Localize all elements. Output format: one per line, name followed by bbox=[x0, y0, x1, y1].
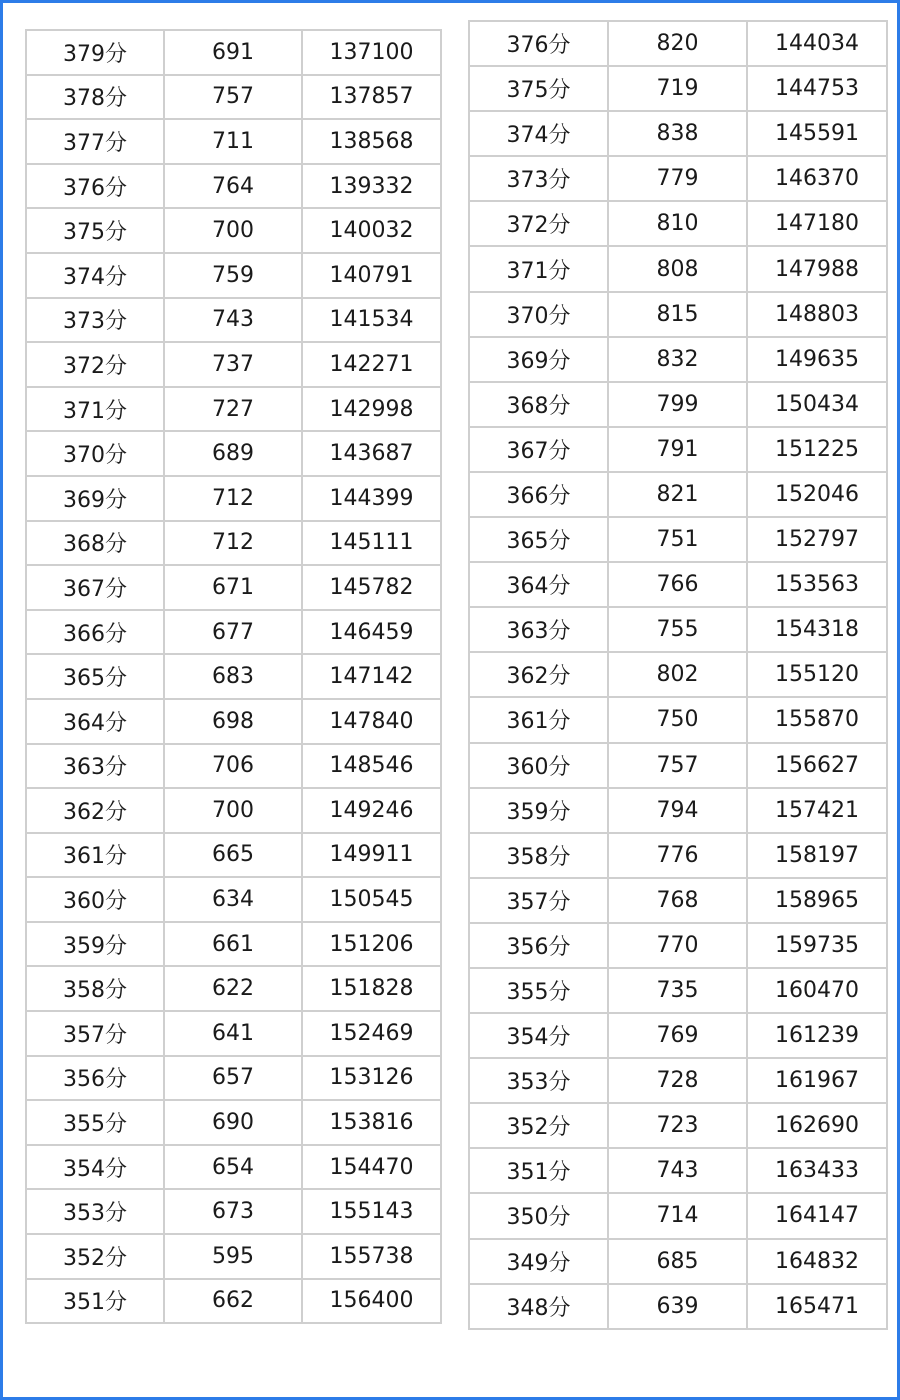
score-cell: 367分 bbox=[469, 427, 608, 472]
count-cell: 706 bbox=[164, 744, 302, 789]
cumulative-cell: 149635 bbox=[747, 337, 887, 382]
table-row bbox=[26, 1189, 441, 1234]
count-cell: 622 bbox=[164, 966, 302, 1011]
cumulative-cell: 155870 bbox=[747, 697, 887, 742]
cumulative-cell: 155738 bbox=[302, 1234, 441, 1279]
score-cell: 372分 bbox=[26, 342, 164, 387]
score-cell: 363分 bbox=[469, 607, 608, 652]
table-row bbox=[469, 697, 887, 742]
score-cell: 364分 bbox=[26, 699, 164, 744]
count-cell: 662 bbox=[164, 1279, 302, 1324]
cumulative-cell: 150434 bbox=[747, 382, 887, 427]
cumulative-cell: 147988 bbox=[747, 246, 887, 291]
score-cell: 360分 bbox=[26, 877, 164, 922]
table-row bbox=[26, 1011, 441, 1056]
table-row bbox=[26, 342, 441, 387]
count-cell: 764 bbox=[164, 164, 302, 209]
score-cell: 370分 bbox=[26, 431, 164, 476]
cumulative-cell: 148546 bbox=[302, 744, 441, 789]
count-cell: 821 bbox=[608, 472, 747, 517]
count-cell: 757 bbox=[608, 743, 747, 788]
count-cell: 737 bbox=[164, 342, 302, 387]
count-cell: 751 bbox=[608, 517, 747, 562]
table-row bbox=[469, 923, 887, 968]
cumulative-cell: 150545 bbox=[302, 877, 441, 922]
score-cell: 372分 bbox=[469, 201, 608, 246]
cumulative-cell: 139332 bbox=[302, 164, 441, 209]
table-row bbox=[469, 201, 887, 246]
cumulative-cell: 140791 bbox=[302, 253, 441, 298]
score-table-right-body bbox=[469, 21, 887, 1329]
cumulative-cell: 147180 bbox=[747, 201, 887, 246]
cumulative-cell: 153126 bbox=[302, 1056, 441, 1101]
score-cell: 355分 bbox=[469, 968, 608, 1013]
table-row bbox=[469, 1239, 887, 1284]
count-cell: 757 bbox=[164, 75, 302, 120]
score-cell: 358分 bbox=[469, 833, 608, 878]
table-row bbox=[26, 699, 441, 744]
cumulative-cell: 142271 bbox=[302, 342, 441, 387]
score-cell: 378分 bbox=[26, 75, 164, 120]
score-cell: 359分 bbox=[26, 922, 164, 967]
score-cell: 376分 bbox=[26, 164, 164, 209]
count-cell: 723 bbox=[608, 1103, 747, 1148]
table-row bbox=[469, 292, 887, 337]
table-row bbox=[26, 1234, 441, 1279]
cumulative-cell: 156627 bbox=[747, 743, 887, 788]
cumulative-cell: 161967 bbox=[747, 1058, 887, 1103]
score-cell: 364分 bbox=[469, 562, 608, 607]
score-cell: 368分 bbox=[469, 382, 608, 427]
count-cell: 700 bbox=[164, 788, 302, 833]
table-row bbox=[26, 1145, 441, 1190]
count-cell: 690 bbox=[164, 1100, 302, 1145]
score-cell: 348分 bbox=[469, 1284, 608, 1329]
table-row bbox=[469, 21, 887, 66]
table-row bbox=[469, 833, 887, 878]
score-cell: 360分 bbox=[469, 743, 608, 788]
count-cell: 595 bbox=[164, 1234, 302, 1279]
table-row bbox=[26, 788, 441, 833]
table-row bbox=[26, 654, 441, 699]
table-row bbox=[469, 246, 887, 291]
cumulative-cell: 159735 bbox=[747, 923, 887, 968]
score-cell: 373分 bbox=[26, 298, 164, 343]
count-cell: 743 bbox=[164, 298, 302, 343]
score-cell: 351分 bbox=[26, 1279, 164, 1324]
cumulative-cell: 145782 bbox=[302, 565, 441, 610]
score-cell: 350分 bbox=[469, 1193, 608, 1238]
cumulative-cell: 152797 bbox=[747, 517, 887, 562]
cumulative-cell: 144753 bbox=[747, 66, 887, 111]
count-cell: 711 bbox=[164, 119, 302, 164]
count-cell: 639 bbox=[608, 1284, 747, 1329]
cumulative-cell: 163433 bbox=[747, 1148, 887, 1193]
count-cell: 759 bbox=[164, 253, 302, 298]
table-row bbox=[469, 66, 887, 111]
table-row bbox=[469, 382, 887, 427]
table-row bbox=[26, 208, 441, 253]
score-cell: 362分 bbox=[26, 788, 164, 833]
table-row bbox=[26, 521, 441, 566]
table-row bbox=[26, 966, 441, 1011]
score-cell: 379分 bbox=[26, 30, 164, 75]
count-cell: 641 bbox=[164, 1011, 302, 1056]
count-cell: 685 bbox=[608, 1239, 747, 1284]
score-cell: 356分 bbox=[469, 923, 608, 968]
count-cell: 714 bbox=[608, 1193, 747, 1238]
score-cell: 376分 bbox=[469, 21, 608, 66]
cumulative-cell: 141534 bbox=[302, 298, 441, 343]
table-row bbox=[26, 1056, 441, 1101]
score-cell: 357分 bbox=[26, 1011, 164, 1056]
count-cell: 712 bbox=[164, 521, 302, 566]
score-cell: 377分 bbox=[26, 119, 164, 164]
table-row bbox=[26, 119, 441, 164]
count-cell: 657 bbox=[164, 1056, 302, 1101]
table-row bbox=[469, 1103, 887, 1148]
count-cell: 750 bbox=[608, 697, 747, 742]
score-cell: 371分 bbox=[469, 246, 608, 291]
table-row bbox=[469, 111, 887, 156]
score-table-left-body bbox=[26, 30, 441, 1323]
cumulative-cell: 146370 bbox=[747, 156, 887, 201]
count-cell: 755 bbox=[608, 607, 747, 652]
count-cell: 700 bbox=[164, 208, 302, 253]
score-cell: 368分 bbox=[26, 521, 164, 566]
count-cell: 779 bbox=[608, 156, 747, 201]
count-cell: 808 bbox=[608, 246, 747, 291]
count-cell: 691 bbox=[164, 30, 302, 75]
cumulative-cell: 151828 bbox=[302, 966, 441, 1011]
score-cell: 352分 bbox=[26, 1234, 164, 1279]
table-row bbox=[469, 652, 887, 697]
cumulative-cell: 146459 bbox=[302, 610, 441, 655]
count-cell: 698 bbox=[164, 699, 302, 744]
cumulative-cell: 151225 bbox=[747, 427, 887, 472]
table-row bbox=[26, 1279, 441, 1324]
score-cell: 349分 bbox=[469, 1239, 608, 1284]
count-cell: 815 bbox=[608, 292, 747, 337]
cumulative-cell: 145591 bbox=[747, 111, 887, 156]
cumulative-cell: 152469 bbox=[302, 1011, 441, 1056]
count-cell: 735 bbox=[608, 968, 747, 1013]
score-cell: 374分 bbox=[469, 111, 608, 156]
score-cell: 366分 bbox=[469, 472, 608, 517]
score-cell: 353分 bbox=[26, 1189, 164, 1234]
cumulative-cell: 161239 bbox=[747, 1013, 887, 1058]
count-cell: 799 bbox=[608, 382, 747, 427]
table-row bbox=[469, 562, 887, 607]
table-row bbox=[26, 922, 441, 967]
table-row bbox=[469, 337, 887, 382]
count-cell: 791 bbox=[608, 427, 747, 472]
table-row bbox=[26, 164, 441, 209]
count-cell: 810 bbox=[608, 201, 747, 246]
count-cell: 661 bbox=[164, 922, 302, 967]
count-cell: 838 bbox=[608, 111, 747, 156]
cumulative-cell: 153563 bbox=[747, 562, 887, 607]
table-row bbox=[469, 968, 887, 1013]
count-cell: 769 bbox=[608, 1013, 747, 1058]
score-cell: 357分 bbox=[469, 878, 608, 923]
score-table-right bbox=[468, 20, 888, 1330]
cumulative-cell: 149246 bbox=[302, 788, 441, 833]
count-cell: 770 bbox=[608, 923, 747, 968]
table-row bbox=[26, 610, 441, 655]
table-row bbox=[469, 1148, 887, 1193]
count-cell: 743 bbox=[608, 1148, 747, 1193]
count-cell: 802 bbox=[608, 652, 747, 697]
count-cell: 820 bbox=[608, 21, 747, 66]
cumulative-cell: 143687 bbox=[302, 431, 441, 476]
cumulative-cell: 164832 bbox=[747, 1239, 887, 1284]
cumulative-cell: 144399 bbox=[302, 476, 441, 521]
score-cell: 365分 bbox=[469, 517, 608, 562]
count-cell: 677 bbox=[164, 610, 302, 655]
count-cell: 654 bbox=[164, 1145, 302, 1190]
count-cell: 776 bbox=[608, 833, 747, 878]
table-row bbox=[469, 878, 887, 923]
table-row bbox=[26, 833, 441, 878]
score-cell: 351分 bbox=[469, 1148, 608, 1193]
cumulative-cell: 148803 bbox=[747, 292, 887, 337]
table-row bbox=[469, 472, 887, 517]
count-cell: 665 bbox=[164, 833, 302, 878]
cumulative-cell: 154470 bbox=[302, 1145, 441, 1190]
score-cell: 355分 bbox=[26, 1100, 164, 1145]
cumulative-cell: 137857 bbox=[302, 75, 441, 120]
table-row bbox=[469, 427, 887, 472]
cumulative-cell: 149911 bbox=[302, 833, 441, 878]
count-cell: 673 bbox=[164, 1189, 302, 1234]
count-cell: 768 bbox=[608, 878, 747, 923]
table-row bbox=[469, 788, 887, 833]
score-cell: 375分 bbox=[469, 66, 608, 111]
cumulative-cell: 147840 bbox=[302, 699, 441, 744]
table-row bbox=[26, 75, 441, 120]
score-cell: 370分 bbox=[469, 292, 608, 337]
table-row bbox=[469, 517, 887, 562]
table-row bbox=[26, 1100, 441, 1145]
score-cell: 365分 bbox=[26, 654, 164, 699]
cumulative-cell: 160470 bbox=[747, 968, 887, 1013]
count-cell: 671 bbox=[164, 565, 302, 610]
table-row bbox=[26, 30, 441, 75]
cumulative-cell: 154318 bbox=[747, 607, 887, 652]
count-cell: 719 bbox=[608, 66, 747, 111]
score-cell: 353分 bbox=[469, 1058, 608, 1103]
score-cell: 363分 bbox=[26, 744, 164, 789]
score-cell: 361分 bbox=[26, 833, 164, 878]
score-cell: 374分 bbox=[26, 253, 164, 298]
table-row bbox=[26, 387, 441, 432]
table-row bbox=[26, 744, 441, 789]
table-row bbox=[469, 743, 887, 788]
table-row bbox=[26, 476, 441, 521]
cumulative-cell: 144034 bbox=[747, 21, 887, 66]
count-cell: 727 bbox=[164, 387, 302, 432]
score-cell: 369分 bbox=[469, 337, 608, 382]
table-row bbox=[469, 1193, 887, 1238]
count-cell: 794 bbox=[608, 788, 747, 833]
table-row bbox=[469, 1013, 887, 1058]
score-cell: 362分 bbox=[469, 652, 608, 697]
table-row bbox=[26, 253, 441, 298]
score-cell: 367分 bbox=[26, 565, 164, 610]
cumulative-cell: 151206 bbox=[302, 922, 441, 967]
count-cell: 634 bbox=[164, 877, 302, 922]
cumulative-cell: 147142 bbox=[302, 654, 441, 699]
count-cell: 683 bbox=[164, 654, 302, 699]
cumulative-cell: 162690 bbox=[747, 1103, 887, 1148]
score-cell: 373分 bbox=[469, 156, 608, 201]
cumulative-cell: 158965 bbox=[747, 878, 887, 923]
cumulative-cell: 153816 bbox=[302, 1100, 441, 1145]
score-cell: 369分 bbox=[26, 476, 164, 521]
cumulative-cell: 145111 bbox=[302, 521, 441, 566]
table-row bbox=[469, 607, 887, 652]
score-cell: 352分 bbox=[469, 1103, 608, 1148]
table-row bbox=[26, 298, 441, 343]
cumulative-cell: 138568 bbox=[302, 119, 441, 164]
cumulative-cell: 155120 bbox=[747, 652, 887, 697]
score-cell: 366分 bbox=[26, 610, 164, 655]
cumulative-cell: 155143 bbox=[302, 1189, 441, 1234]
table-row bbox=[26, 565, 441, 610]
score-cell: 361分 bbox=[469, 697, 608, 742]
count-cell: 832 bbox=[608, 337, 747, 382]
cumulative-cell: 165471 bbox=[747, 1284, 887, 1329]
count-cell: 766 bbox=[608, 562, 747, 607]
score-cell: 356分 bbox=[26, 1056, 164, 1101]
score-cell: 354分 bbox=[26, 1145, 164, 1190]
cumulative-cell: 140032 bbox=[302, 208, 441, 253]
cumulative-cell: 158197 bbox=[747, 833, 887, 878]
score-cell: 375分 bbox=[26, 208, 164, 253]
table-row bbox=[469, 156, 887, 201]
count-cell: 689 bbox=[164, 431, 302, 476]
count-cell: 728 bbox=[608, 1058, 747, 1103]
score-cell: 354分 bbox=[469, 1013, 608, 1058]
score-table-left bbox=[25, 29, 442, 1324]
table-row bbox=[469, 1058, 887, 1103]
cumulative-cell: 152046 bbox=[747, 472, 887, 517]
table-row bbox=[26, 431, 441, 476]
cumulative-cell: 142998 bbox=[302, 387, 441, 432]
count-cell: 712 bbox=[164, 476, 302, 521]
score-cell: 371分 bbox=[26, 387, 164, 432]
cumulative-cell: 157421 bbox=[747, 788, 887, 833]
table-row bbox=[469, 1284, 887, 1329]
table-row bbox=[26, 877, 441, 922]
cumulative-cell: 156400 bbox=[302, 1279, 441, 1324]
cumulative-cell: 137100 bbox=[302, 30, 441, 75]
score-cell: 359分 bbox=[469, 788, 608, 833]
score-cell: 358分 bbox=[26, 966, 164, 1011]
cumulative-cell: 164147 bbox=[747, 1193, 887, 1238]
